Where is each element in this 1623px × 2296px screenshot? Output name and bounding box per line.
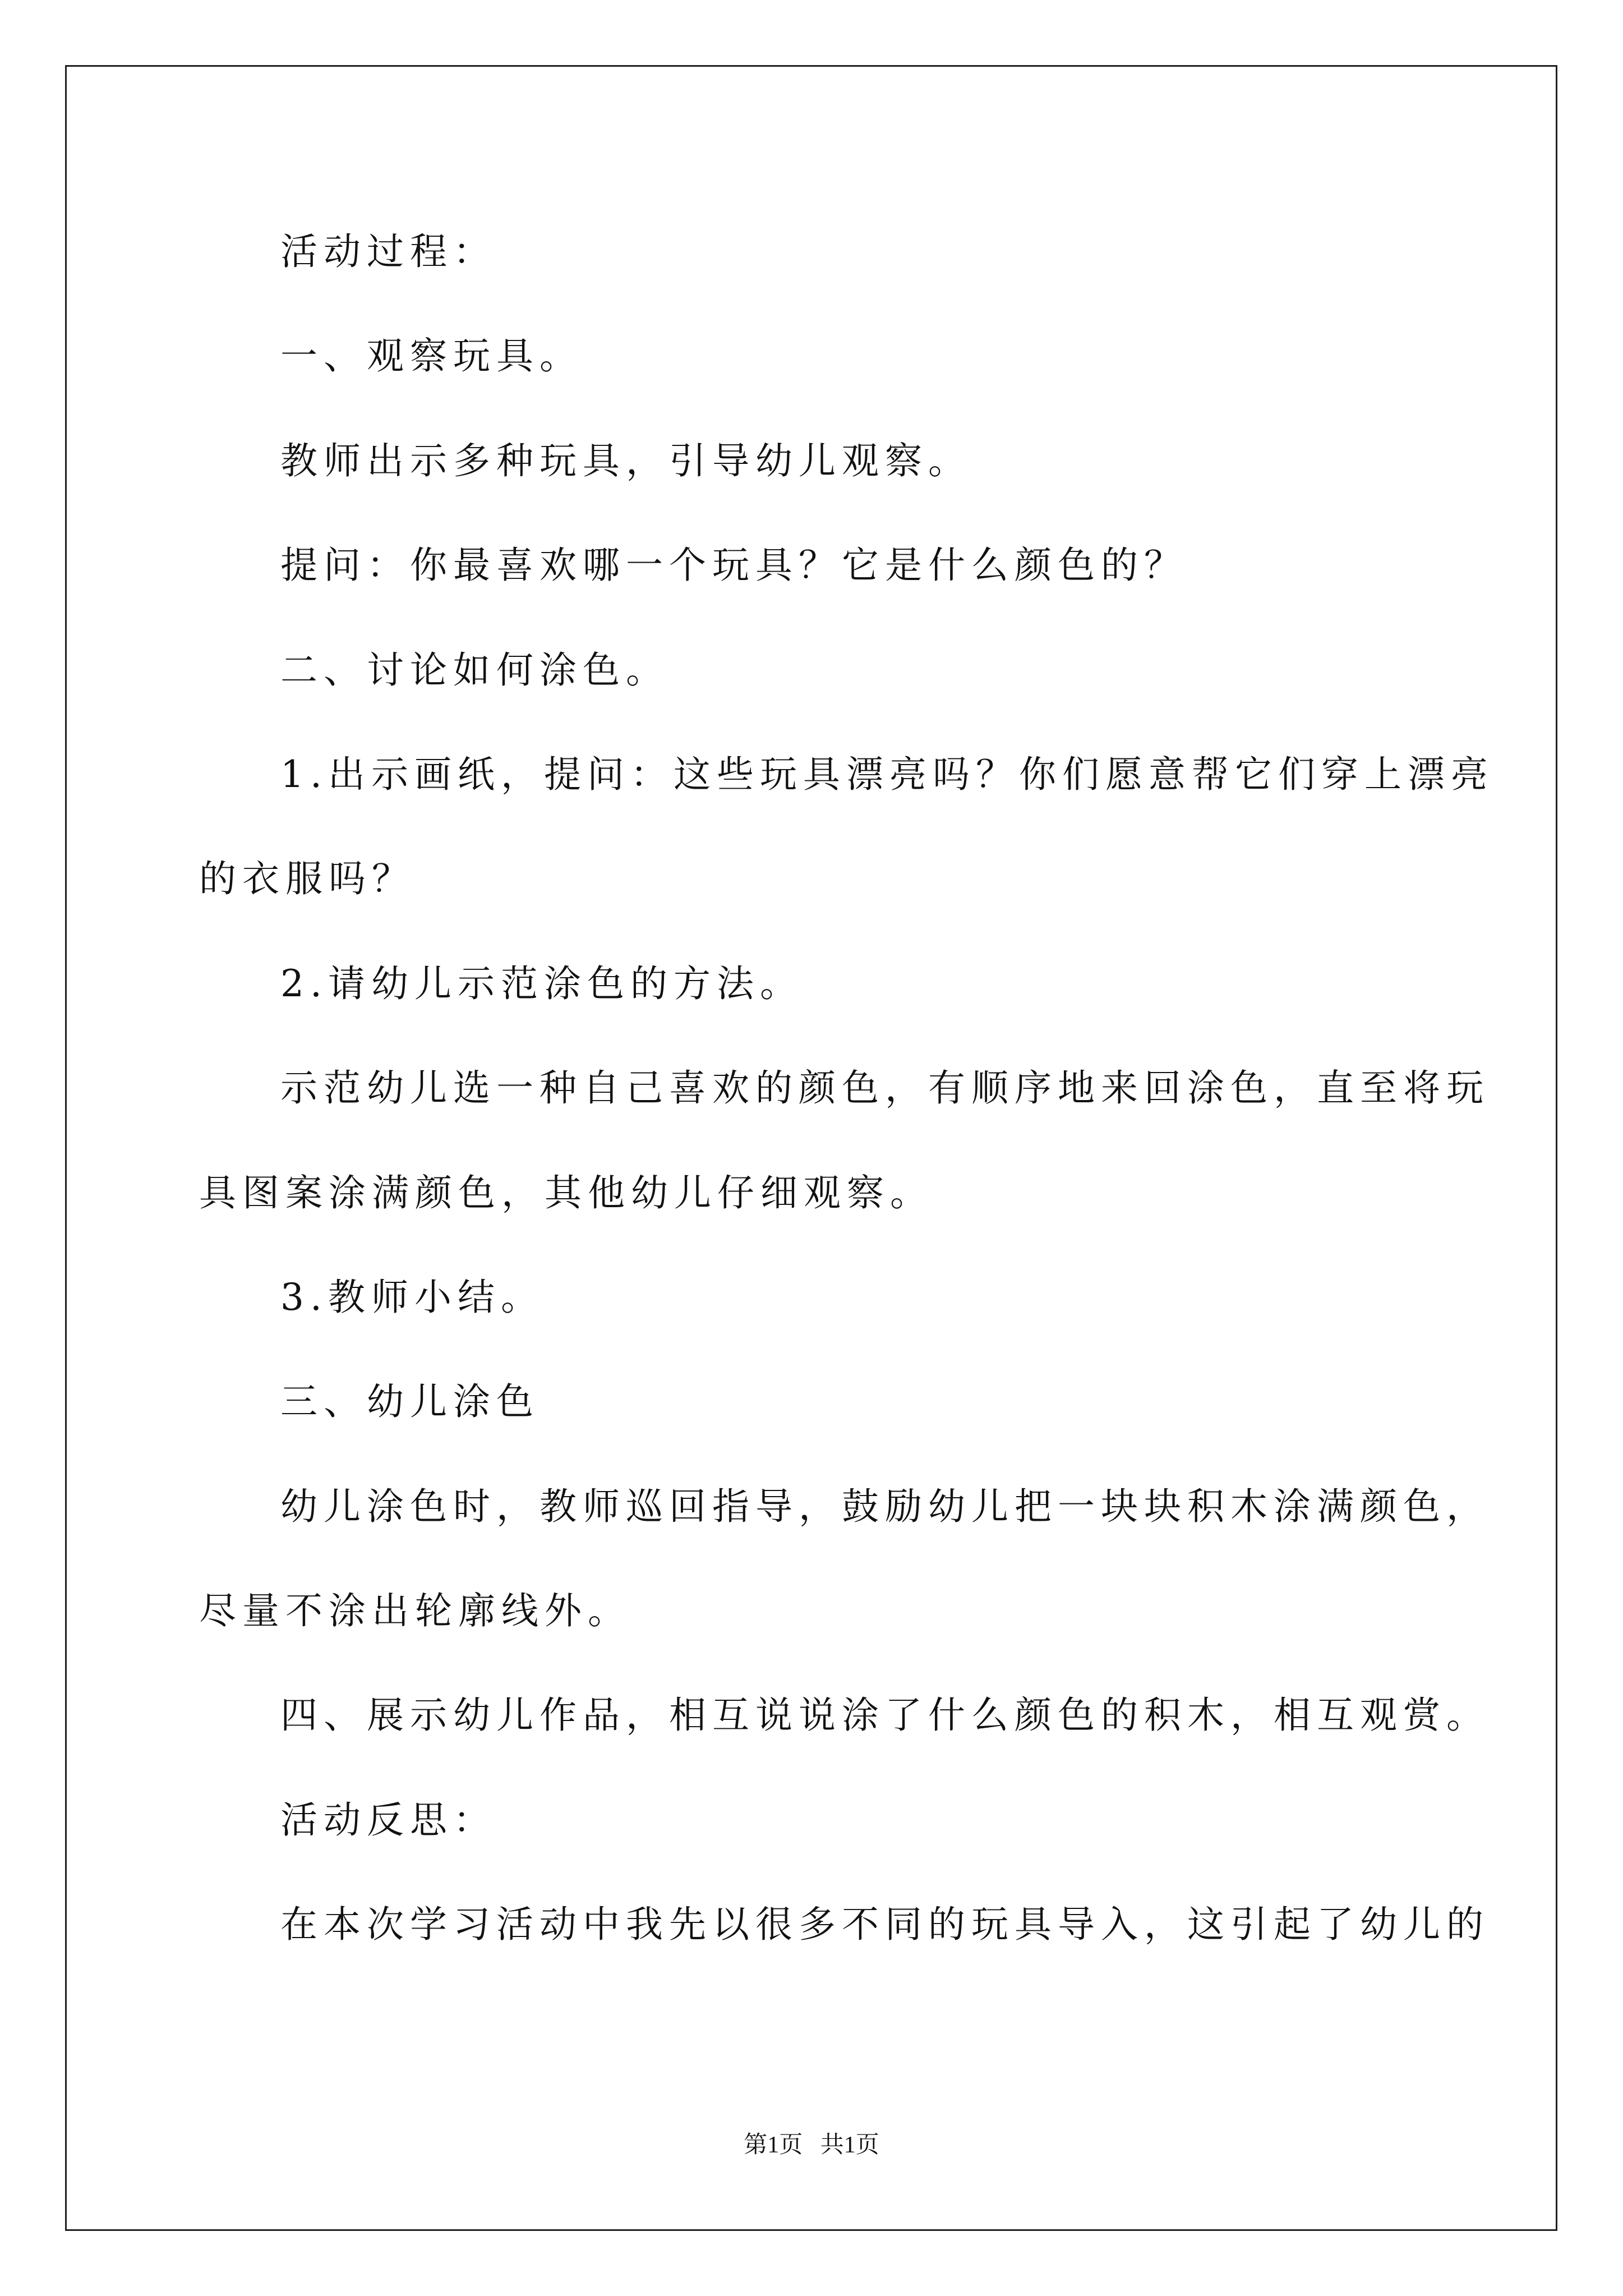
paragraph-coloring-guidance-cont: 尽量不涂出轮廓线外。 — [199, 1589, 631, 1632]
paragraph-reflection-text: 在本次学习活动中我先以很多不同的玩具导入，这引起了幼儿的 — [280, 1903, 1490, 1946]
paragraph-show-works: 四、展示幼儿作品，相互说说涂了什么颜色的积木，相互观赏。 — [280, 1694, 1490, 1737]
paragraph-activity-process: 活动过程： — [280, 230, 496, 273]
paragraph-demo-cont: 具图案涂满颜色，其他幼儿仔细观察。 — [199, 1171, 933, 1214]
paragraph-step-2: 2.请幼儿示范涂色的方法。 — [280, 962, 803, 1005]
paragraph-step-3: 3.教师小结。 — [280, 1276, 544, 1319]
paragraph-observe-toys: 一、观察玩具。 — [280, 334, 583, 378]
paragraph-discuss-coloring: 二、讨论如何涂色。 — [280, 648, 669, 692]
paragraph-step-1-cont: 的衣服吗？ — [199, 857, 415, 900]
paragraph-step-1: 1.出示画纸，提问：这些玩具漂亮吗？你们愿意帮它们穿上漂亮 — [280, 753, 1494, 796]
paragraph-teacher-shows: 教师出示多种玩具，引导幼儿观察。 — [280, 439, 971, 482]
paragraph-coloring-guidance: 幼儿涂色时，教师巡回指导，鼓励幼儿把一块块积木涂满颜色， — [280, 1485, 1490, 1528]
paragraph-question: 提问：你最喜欢哪一个玩具？它是什么颜色的？ — [280, 544, 1187, 587]
paragraph-demo: 示范幼儿选一种自己喜欢的颜色，有顺序地来回涂色，直至将玩 — [280, 1066, 1490, 1110]
page-footer: 第1页 共1页 — [744, 2132, 879, 2158]
paragraph-reflection: 活动反思： — [280, 1798, 496, 1842]
paragraph-children-coloring: 三、幼儿涂色 — [280, 1380, 540, 1423]
